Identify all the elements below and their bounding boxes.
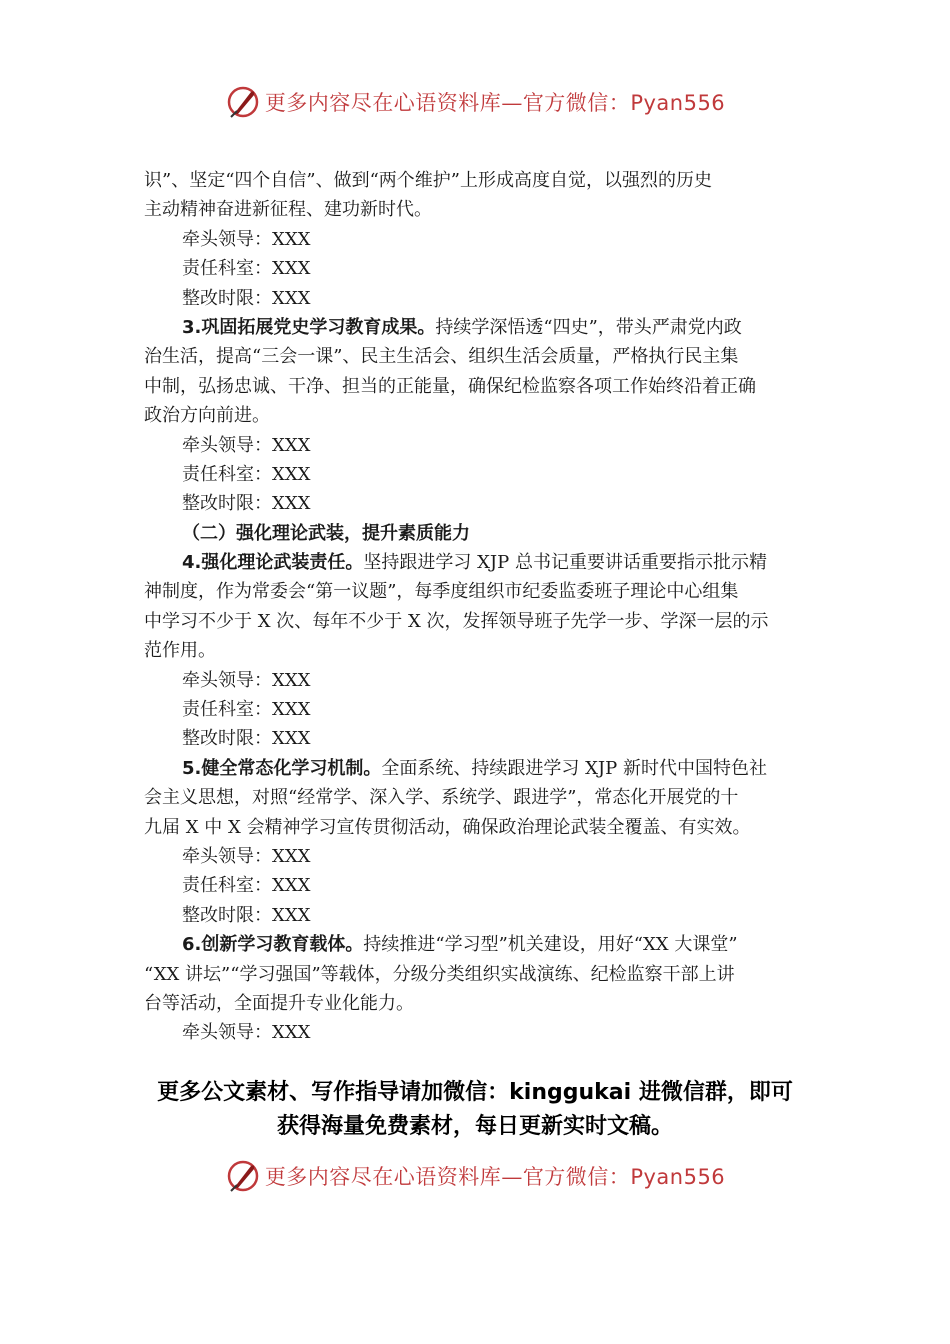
lead-leader: 牵头领导：XXX [182,845,311,867]
paragraph-line: 台等活动，全面提升专业化能力。 [144,992,414,1014]
promo-notice [0,1076,950,1144]
quill-pen-logo-icon [225,84,261,120]
responsible-dept: 责任科室：XXX [182,875,311,897]
item-5-line: 5.健全常态化学习机制。全面系统、持续跟进学习 XJP 新时代中国特色社 [182,757,767,779]
item-3-line: 3.巩固拓展党史学习教育成果。持续学深悟透“四史”，带头严肃党内政 [182,316,742,338]
promo-line-2: 获得海量免费素材，每日更新实时文稿。 [276,1114,673,1139]
lead-leader: 牵头领导：XXX [182,669,311,691]
item-4-line: 4.强化理论武装责任。坚持跟进学习 XJP 总书记重要讲话重要指示批示精 [182,552,767,574]
responsible-dept: 责任科室：XXX [182,258,311,280]
paragraph-line: 主动精神奋进新征程、建功新时代。 [144,199,432,221]
paragraph-line: 神制度，作为常委会“第一议题”，每季度组织市纪委监委班子理论中心组集 [144,581,739,603]
header-banner [0,82,950,122]
document-body [144,166,808,1048]
lead-leader: 牵头领导：XXX [182,434,311,456]
paragraph-line: “XX 讲坛”“学习强国”等载体，分级分类组织实战演练、纪检监察干部上讲 [144,963,735,985]
paragraph-line: 会主义思想，对照“经常学、深入学、系统学、跟进学”，常态化开展党的十 [144,787,739,809]
item-6-title: 6.创新学习教育载体。 [182,934,364,956]
deadline: 整改时限：XXX [182,287,311,309]
responsible-dept: 责任科室：XXX [182,463,311,485]
footer-banner [0,1156,950,1196]
quill-pen-logo-icon [225,1158,261,1194]
paragraph-line: 九届 X 中 X 会精神学习宣传贯彻活动，确保政治理论武装全覆盖、有实效。 [144,816,751,838]
item-3-title: 3.巩固拓展党史学习教育成果。 [182,316,436,338]
lead-leader: 牵头领导：XXX [182,1022,311,1044]
deadline: 整改时限：XXX [182,904,311,926]
item-6-line: 6.创新学习教育载体。持续推进“学习型”机关建设，用好“XX 大课堂” [182,934,738,956]
banner-text: 更多内容尽在心语资料库—官方微信：Pyan556 [264,1165,726,1189]
item-5-title: 5.健全常态化学习机制。 [182,757,382,779]
deadline: 整改时限：XXX [182,493,311,515]
paragraph-line: 识”、坚定“四个自信”、做到“两个维护”上形成高度自觉，以强烈的历史 [144,170,713,191]
promo-line-1: 更多公文素材、写作指导请加微信：kinggukai 进微信群，即可 [157,1080,793,1105]
banner-text: 更多内容尽在心语资料库—官方微信：Pyan556 [264,91,726,115]
paragraph-line: 治生活，提高“三会一课”、民主生活会、组织生活会质量，严格执行民主集 [144,346,739,368]
paragraph-line: 政治方向前进。 [144,405,270,427]
item-4-title: 4.强化理论武装责任。 [182,552,364,574]
paragraph-line: 中制，弘扬忠诚、干净、担当的正能量，确保纪检监察各项工作始终沿着正确 [144,375,756,397]
responsible-dept: 责任科室：XXX [182,699,311,721]
section-heading: （二）强化理论武装，提升素质能力 [182,522,470,544]
deadline: 整改时限：XXX [182,728,311,750]
lead-leader: 牵头领导：XXX [182,228,311,250]
paragraph-line: 中学习不少于 X 次、每年不少于 X 次，发挥领导班子先学一步、学深一层的示 [144,610,769,632]
paragraph-line: 范作用。 [144,640,216,662]
